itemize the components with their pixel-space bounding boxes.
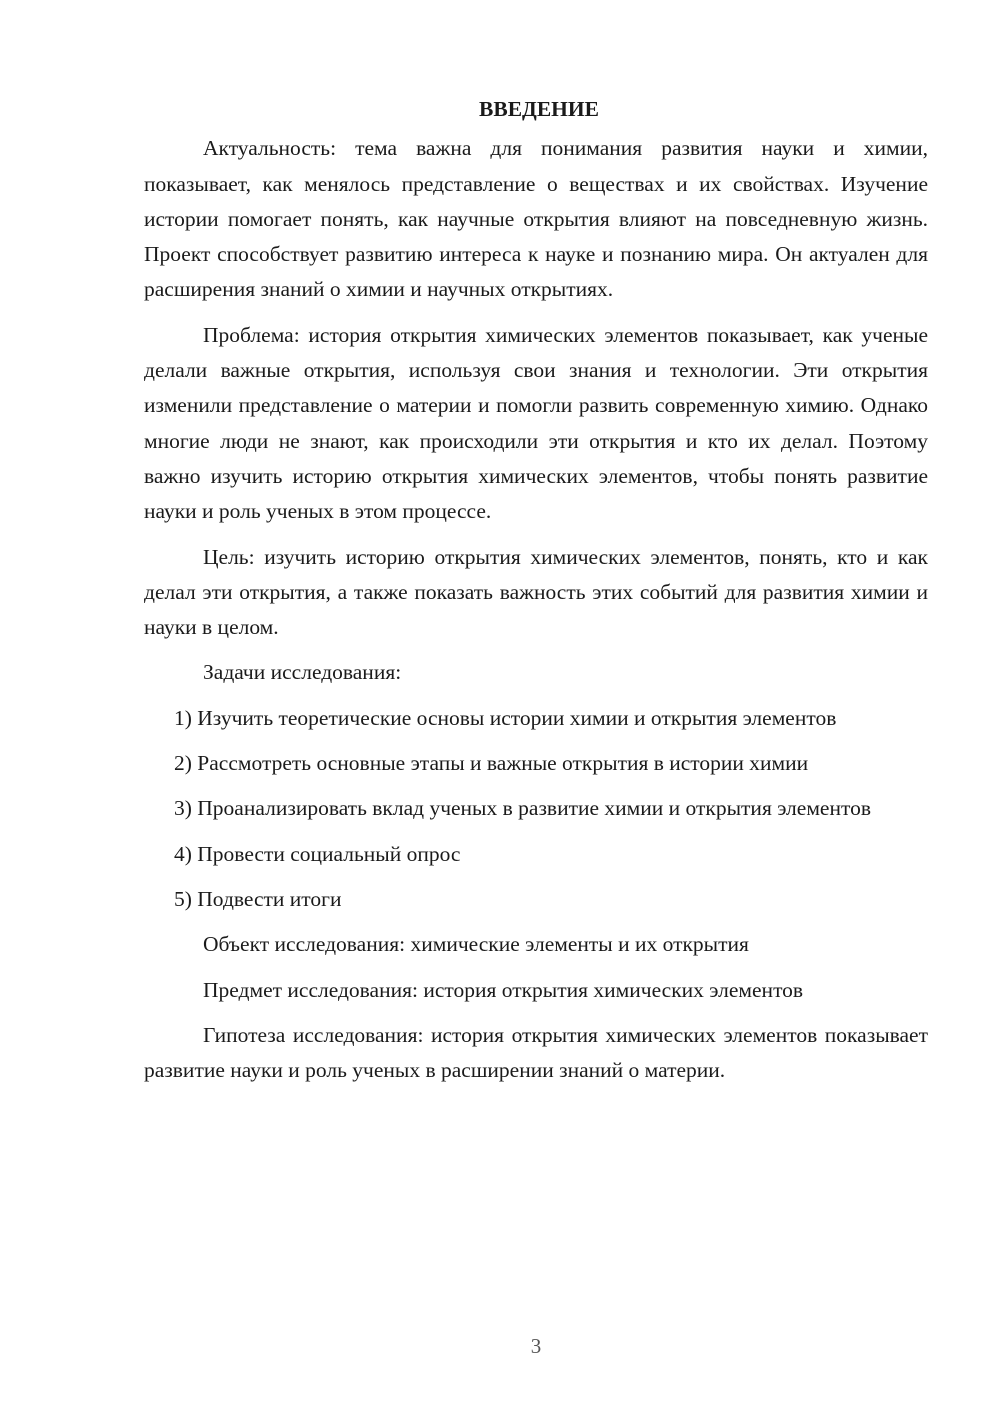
task-item-4: 4) Провести социальный опрос xyxy=(174,841,461,866)
section-title: ВВЕДЕНИЕ xyxy=(479,97,599,121)
task-item-1: 1) Изучить теоретические основы истории химии и открытия элементов xyxy=(174,705,837,730)
problem-paragraph: Проблема: история открытия химических элементов показывает, как ученые делали важные открытия, используя свои знания и технологии. Эти открытия изменили представление о материи и помогли развить современную химию. Однако многие люди не знают, как происходили эти открытия и кто их делал. Поэтому важно изучить историю открытия химических элементов, чтобы понять развитие науки и роль ученых в этом процессе. xyxy=(144,322,928,524)
task-item-5: 5) Подвести итоги xyxy=(174,886,342,911)
task-item-2: 2) Рассмотреть основные этапы и важные открытия в истории химии xyxy=(174,751,809,776)
research-hypothesis: Гипотеза исследования: история открытия химических элементов показывает развитие науки и роль ученых в расширении знаний о материи. xyxy=(144,1022,928,1083)
relevance-paragraph: Актуальность: тема важна для понимания развития науки и химии, показывает, как менялось представление о веществах и их свойствах. Изучение истории помогает понять, как научные открытия влияют на повседневную жизнь. Проект способствует развитию интереса к науке и познанию мира. Он актуален для расширения знаний о химии и научных открытиях. xyxy=(144,136,928,302)
page-number: 3 xyxy=(530,1334,542,1358)
tasks-heading: Задачи исследования: xyxy=(203,660,402,685)
task-item-3: 3) Проанализировать вклад ученых в развитие химии и открытия элементов xyxy=(174,796,871,821)
document-page xyxy=(144,92,928,1098)
research-object: Объект исследования: химические элементы и их открытия xyxy=(203,932,749,957)
research-subject: Предмет исследования: история открытия химических элементов xyxy=(203,977,804,1002)
goal-paragraph: Цель: изучить историю открытия химических элементов, понять, кто и как делал эти открытия, а также показать важность этих событий для развития химии и науки в целом. xyxy=(144,544,928,640)
